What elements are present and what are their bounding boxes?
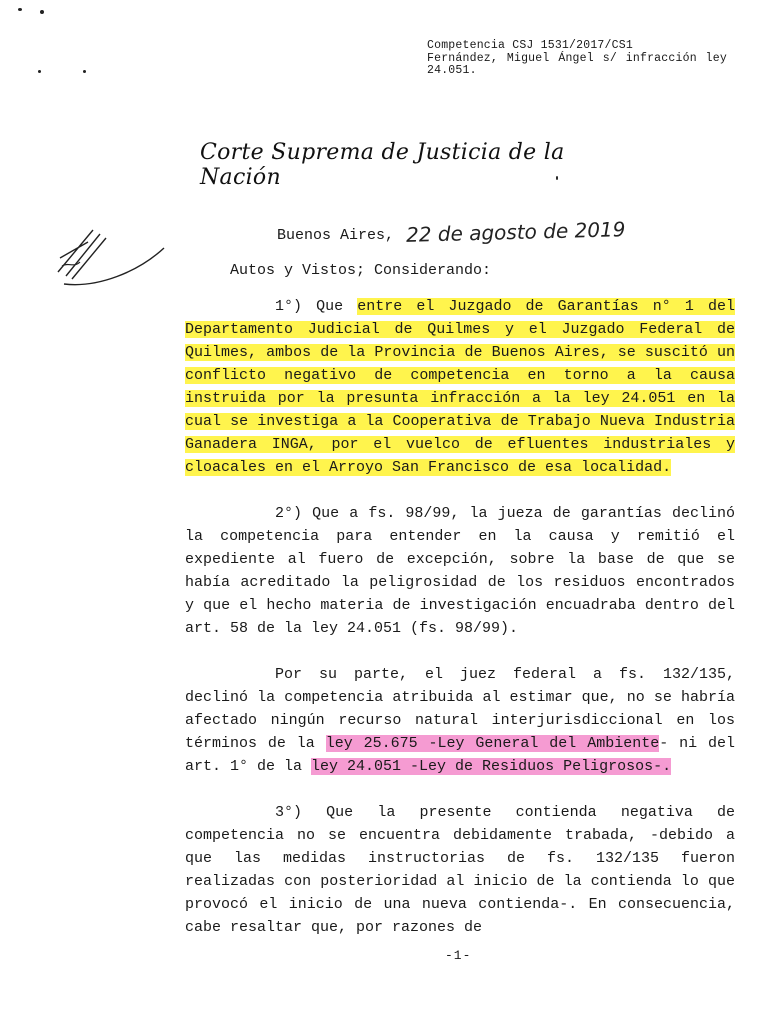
scan-speck <box>83 70 86 73</box>
highlighted-text-yellow: entre el Juzgado de Garantías n° 1 del Departamento Judicial de Quilmes y el Juzgado Federal de Quilmes, ambos de la Provincia de Buenos Aires, se suscitó un conflicto negativo de competencia en torno a la causa instruida por la presunta infracción a la ley 24.051 en la cual se investiga a la Cooperativa de Trabajo Nueva Industria Ganadera INGA, por el vuelco de efluentes industriales y cloacales en el Arroyo San Francisco de esa localidad. <box>185 298 735 476</box>
signature-mark <box>48 222 168 292</box>
page-number: -1- <box>445 948 472 963</box>
court-letterhead: Corte Suprema de Justicia de la Nación <box>200 140 565 190</box>
intro-heading: Autos y Vistos; Considerando: <box>230 262 492 279</box>
date-line <box>277 217 626 247</box>
paragraph-3-lead: Por su parte, el juez federal a fs. 132/135, declinó la competencia atribuida al estimar que, no se habría afectado ningún recurso natural interjurisdiccional en los términos de la <box>185 666 735 752</box>
case-word: s/ <box>602 51 617 65</box>
scan-speck <box>40 10 44 14</box>
case-word: Ángel <box>558 51 594 65</box>
handwritten-date: 22 de agosto de 2019 <box>405 217 626 247</box>
highlighted-text-pink: ley 24.051 -Ley de Residuos Peligrosos-. <box>311 758 672 775</box>
highlighted-text-pink: ley 25.675 -Ley General del Ambiente <box>325 735 660 752</box>
ruling-body <box>185 295 735 962</box>
paragraph-3 <box>185 663 735 778</box>
case-word: Miguel <box>506 51 550 65</box>
case-word: Fernández, <box>427 51 499 65</box>
scan-speck <box>556 176 558 180</box>
paragraph-2: 2°) Que a fs. 98/99, la jueza de garantías declinó la competencia para entender en la causa y remitió el expediente al fuero de excepción, sobre la base de que se había acreditado la peligrosidad de los residuos encontrados y que el hecho materia de investigación encuadraba dentro del art. 58 de la ley 24.051 (fs. 98/99). <box>185 505 735 637</box>
scan-speck <box>38 70 41 73</box>
scan-speck <box>18 8 22 11</box>
case-word: infracción <box>625 51 697 65</box>
paragraph-4: 3°) Que la presente contienda negativa de competencia no se encuentra debidamente trabada, -debido a que las medidas instructorias de fs. 132/135 fueron realizadas con posterioridad al inicio de la contienda lo que provocó el inicio de una nueva contienda-. En consecuencia, cabe resaltar que, por razones de <box>185 804 735 936</box>
case-number: Competencia CSJ 1531/2017/CS1 <box>427 39 633 52</box>
paragraph-3-middle: - ni del art. 1° de la <box>185 735 735 775</box>
case-word: ley <box>705 51 727 65</box>
case-reference <box>427 40 727 78</box>
date-place: Buenos Aires, <box>277 227 395 244</box>
case-law-number: 24.051. <box>427 64 477 77</box>
paragraph-1 <box>185 295 735 479</box>
paragraph-1-lead: 1°) Que <box>275 298 358 315</box>
